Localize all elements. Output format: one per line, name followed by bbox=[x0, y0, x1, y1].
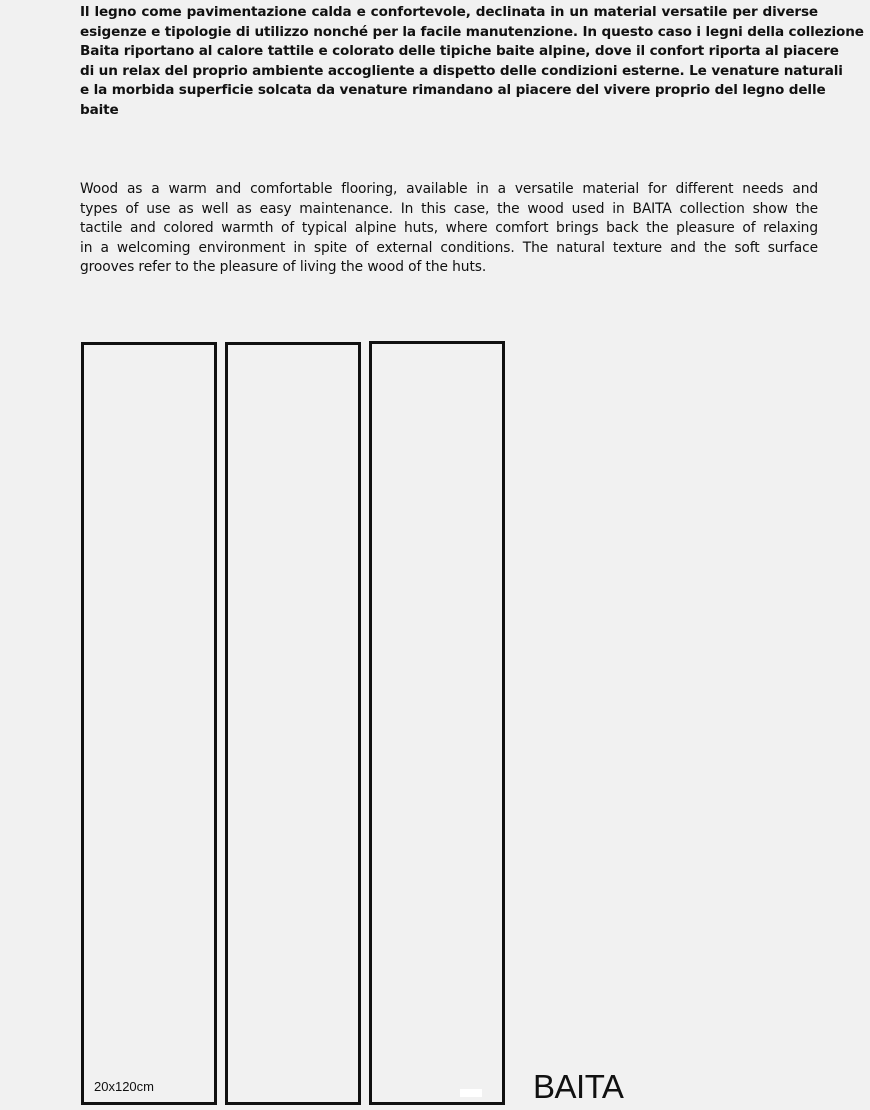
text-line: di un relax del proprio ambiente accogliente a dispetto delle condizioni esterne. Le venature naturali bbox=[80, 62, 843, 79]
text-line: in a welcoming environment in spite of external conditions. The natural texture and the soft surface bbox=[80, 239, 818, 256]
text-line: Il legno come pavimentazione calda e confortevole, declinata in un material versatile per diverse bbox=[80, 4, 818, 20]
text-line: Wood as a warm and comfortable flooring, available in a versatile material for different needs and bbox=[80, 181, 818, 197]
tile-outline-2 bbox=[225, 342, 361, 1105]
tile-size-label: 20x120cm bbox=[94, 1079, 154, 1094]
italian-description bbox=[80, 3, 864, 121]
text-line: e la morbida superficie solcata da venature rimandano al piacere del vivere proprio del legno delle bbox=[80, 82, 826, 99]
text-line: baite bbox=[80, 101, 119, 118]
text-line: grooves refer to the pleasure of living the wood of the huts. bbox=[80, 259, 487, 276]
text-line: types of use as well as easy maintenance. In this case, the wood used in BAITA collection show the bbox=[80, 200, 818, 217]
text-line: Baita riportano al calore tattile e colorato delle tipiche baite alpine, dove il confort riporta al piacere bbox=[80, 43, 839, 60]
english-description bbox=[80, 180, 818, 278]
tile-outline-3 bbox=[369, 341, 505, 1105]
white-mark bbox=[460, 1089, 482, 1097]
text-line: tactile and colored warmth of typical alpine huts, where comfort brings back the pleasure of relaxing bbox=[80, 220, 818, 237]
text-line: esigenze e tipologie di utilizzo nonché per la facile manutenzione. In questo caso i legni della collezione bbox=[80, 23, 864, 40]
tile-outline-1 bbox=[81, 342, 217, 1105]
collection-name: BAITA bbox=[533, 1068, 624, 1105]
